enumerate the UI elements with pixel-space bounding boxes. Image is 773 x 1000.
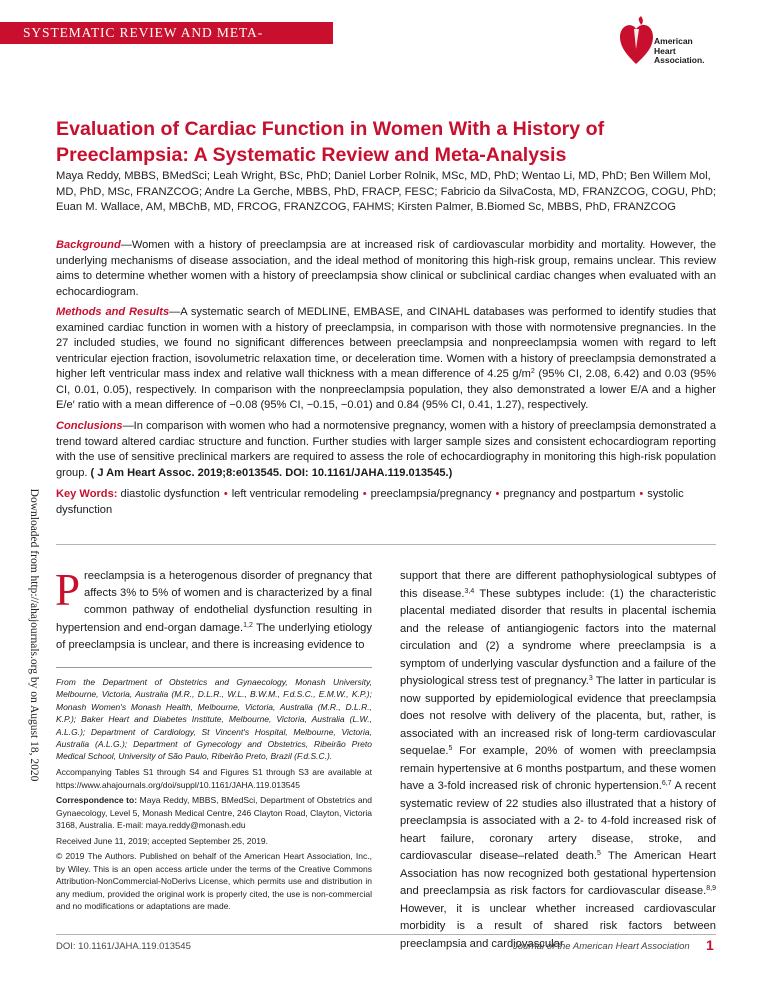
body-left-column: Preeclampsia is a heterogenous disorder of pregnancy that affects 3% to 5% of women and is characterized by a final common pathway of endothelial dysfunction resulting in hypertension and end-organ damage.$^{1,2}$ The underlying etiology of preeclampsia is unclear, and there is increasing evidence to <box>55 565 372 651</box>
correspondence: Correspondence to: Maya Reddy, MBBS, BMedSci, Department of Obstetrics and Gynaecology, Level 5, Monash Medical Centre, 246 Clayton Road, Clayton, Victoria 3168, Australia. E-mail: maya.reddy@monash.edu <box>56 795 372 831</box>
article-notes <box>56 676 372 916</box>
background-label: Background <box>56 239 121 251</box>
footer-doi[interactable]: DOI: 10.1161/JAHA.119.013545 <box>56 941 191 952</box>
body-right-column: support that there are different pathophysiological subtypes of this disease.$^{3,4}$ These subtypes include: (1) the characteristic placental mediated disorder that results in placental ischemia and the release of antiangiogenic factors into the maternal circulation and (2) a syndrome where preeclampsia is a symptom of underlying vascular dysfunction and a failure of the physiological stress test of pregnancy.$^3$ The latter in particular is now supported by epidemiological evidence that preeclampsia does not resolve with delivery of the placenta, but, rather, is associated with an increased risk of long-term cardiovascular sequelae.$^5$ For example, 20% of women with preeclampsia remain hypertensive at 6 months postpartum, and these women have a 3-fold increased risk of chronic hypertension.$^{6,7}$ A recent systematic review of 22 studies also illustrated that a history of preeclampsia is associated with a 2- to 4-fold increased risk of heart failure, coronary artery disease, stroke, and cardiovascular disease–related death.$^5$ The American Heart Association has now recognized both gestational hypertension and preeclampsia as risk factors for cardiovascular disease.$^{8,9}$ However, it is unclear whether increased cardiovascular morbidity is a result of shared risk factors between preeclampsia and cardiovascular <box>400 570 716 950</box>
abstract-methods: Methods and Results—A systematic search of MEDLINE, EMBASE, and CINAHL databases was performed to identify studies that examined cardiac function in women with a history of preeclampsia, in comparison with those with normotensive pregnancies. In the 27 included studies, we found no significant differences between preeclampsia and nonpreeclampsia women with regard to left ventricular ejection fraction, isovolumetric relaxation time, or deceleration time. Women with a history of preeclampsia demonstrated a higher left ventricular mass index and relative wall thickness with a mean difference of 4.25 $g/m^2$ (95% CI, 2.08, 6.42) and 0.03 (95% CI, 0.01, 0.05), respectively. In comparison with the nonpreeclampsia population, they also demonstrated a lower E/A and a higher E/e′ ratio with a mean difference of −0.08 (95% CI, −0.15, −0.01) and 0.84 (95% CI, 0.41, 1.27), respectively. <box>56 306 717 411</box>
keywords-label: Key Words: <box>56 488 118 500</box>
keyword-link[interactable]: systolic dysfunction <box>56 488 684 516</box>
download-sidebar <box>24 488 44 781</box>
supplementary-note[interactable]: Accompanying Tables S1 through S4 and Figures S1 through S3 are available at https://www.ahajournals.org/doi/suppl/10.1161/JAHA.119.013545 <box>56 767 372 790</box>
logo-text: American Heart Association. <box>654 36 705 65</box>
conclusions-label: Conclusions <box>56 420 123 432</box>
citation[interactable]: ( J Am Heart Assoc. 2019;8:e013545. DOI: 10.1161/JAHA.119.013545.) <box>90 466 453 479</box>
keyword-link[interactable]: left ventricular remodeling <box>231 488 359 500</box>
keyword-link[interactable]: pregnancy and postpartum <box>503 488 636 500</box>
article-title: Evaluation of Cardiac Function in Women With a History of Preeclampsia: A Systematic Review and Meta-Analysis <box>56 118 605 166</box>
affiliations: From the Department of Obstetrics and Gynaecology, Monash University, Melbourne, Victoria, Australia (M.R., D.L.R., W.L., B.W.M., F.d.S.C., E.M.W., K.P.); Monash Women's Monash Health, Melbourne, Victoria, Australia (M.R., D.L.R., K.P.); Baker Heart and Diabetes Institute, Melbourne, Victoria, Australia (L.W., A.L.G.); Department of Cardiology, St Vincent's Hospital, Melbourne, Victoria, Australia (A.L.G.); Department of Gynecology and Obstetrics, Ribeirão Preto Medical School, University of São Paulo, Ribeirão Preto, Brazil (F.d.S.C.). <box>56 677 372 762</box>
abstract-conclusions: Conclusions—In comparison with women who had a normotensive pregnancy, women with a history of preeclampsia demonstrated a trend toward altered cardiac structure and function. Further studies with larger sample sizes and consistent echocardiogram reporting with the use of sensitive preclinical markers are required to assess the role of echocardiography in monitoring this high-risk population group. ( J Am Heart Assoc. 2019;8:e013545. DOI: 10.1161/JAHA.119.013545.) <box>56 420 716 479</box>
footer-journal: Journal of the American Heart Association <box>513 941 690 952</box>
section-divider <box>56 544 716 545</box>
page-number: 1 <box>706 937 714 953</box>
section-banner: SYSTEMATIC REVIEW AND META-ANALYSIS <box>0 22 333 44</box>
download-note: Downloaded from http://ahajournals.org by on August 18, 2020 <box>28 488 40 781</box>
license-note: © 2019 The Authors. Published on behalf of the American Heart Association, Inc., by Wiley. This is an open access article under the terms of the Creative Commons Attribution-NonCommercial-NoDerivs License, which permits use and distribution in any medium, provided the original work is properly cited, the use is non-commercial and no modifications or adaptations are made. <box>56 851 372 912</box>
notes-divider <box>56 667 372 668</box>
keyword-link[interactable]: diastolic dysfunction <box>120 488 220 500</box>
drop-cap: P <box>55 565 81 615</box>
abstract-background: Background—Women with a history of preeclampsia are at increased risk of cardiovascular morbidity and mortality. However, the underlying mechanisms of disease association, and the ideal method of monitoring this high-risk group, remains unclear. This review aims to determine whether women with a history of preeclampsia show clinical or subclinical cardiac changes when evaluated with an echocardiogram. <box>56 239 716 298</box>
keywords: Key Words: diastolic dysfunction • left ventricular remodeling • preeclampsia/pregnancy • pregnancy and postpartum • systolic dysfunction <box>56 488 684 516</box>
heart-torch-icon <box>617 14 655 66</box>
author-list: Maya Reddy, MBBS, BMedSci; Leah Wright, BSc, PhD; Daniel Lorber Rolnik, MSc, MD, PhD; Wentao Li, MD, PhD; Ben Willem Mol, MD, PhD, MSc, FRANZCOG; Andre La Gerche, MBBS, PhD, FRACP, FESC; Fabricio da SilvaCosta, MD, FRANZCOG, COGU, PhD; Euan M. Wallace, AM, MBChB, MD, FRCOG, FRANZCOG, FAHMS; Kirsten Palmer, B.Biomed Sc, MBBS, PhD, FRANZCOG <box>56 170 717 213</box>
footer-divider <box>56 934 716 935</box>
received-dates: Received June 11, 2019; accepted September 25, 2019. <box>56 835 269 846</box>
keyword-link[interactable]: preeclampsia/pregnancy <box>370 488 492 500</box>
aha-logo[interactable] <box>617 14 737 70</box>
methods-label: Methods and Results <box>56 306 170 318</box>
